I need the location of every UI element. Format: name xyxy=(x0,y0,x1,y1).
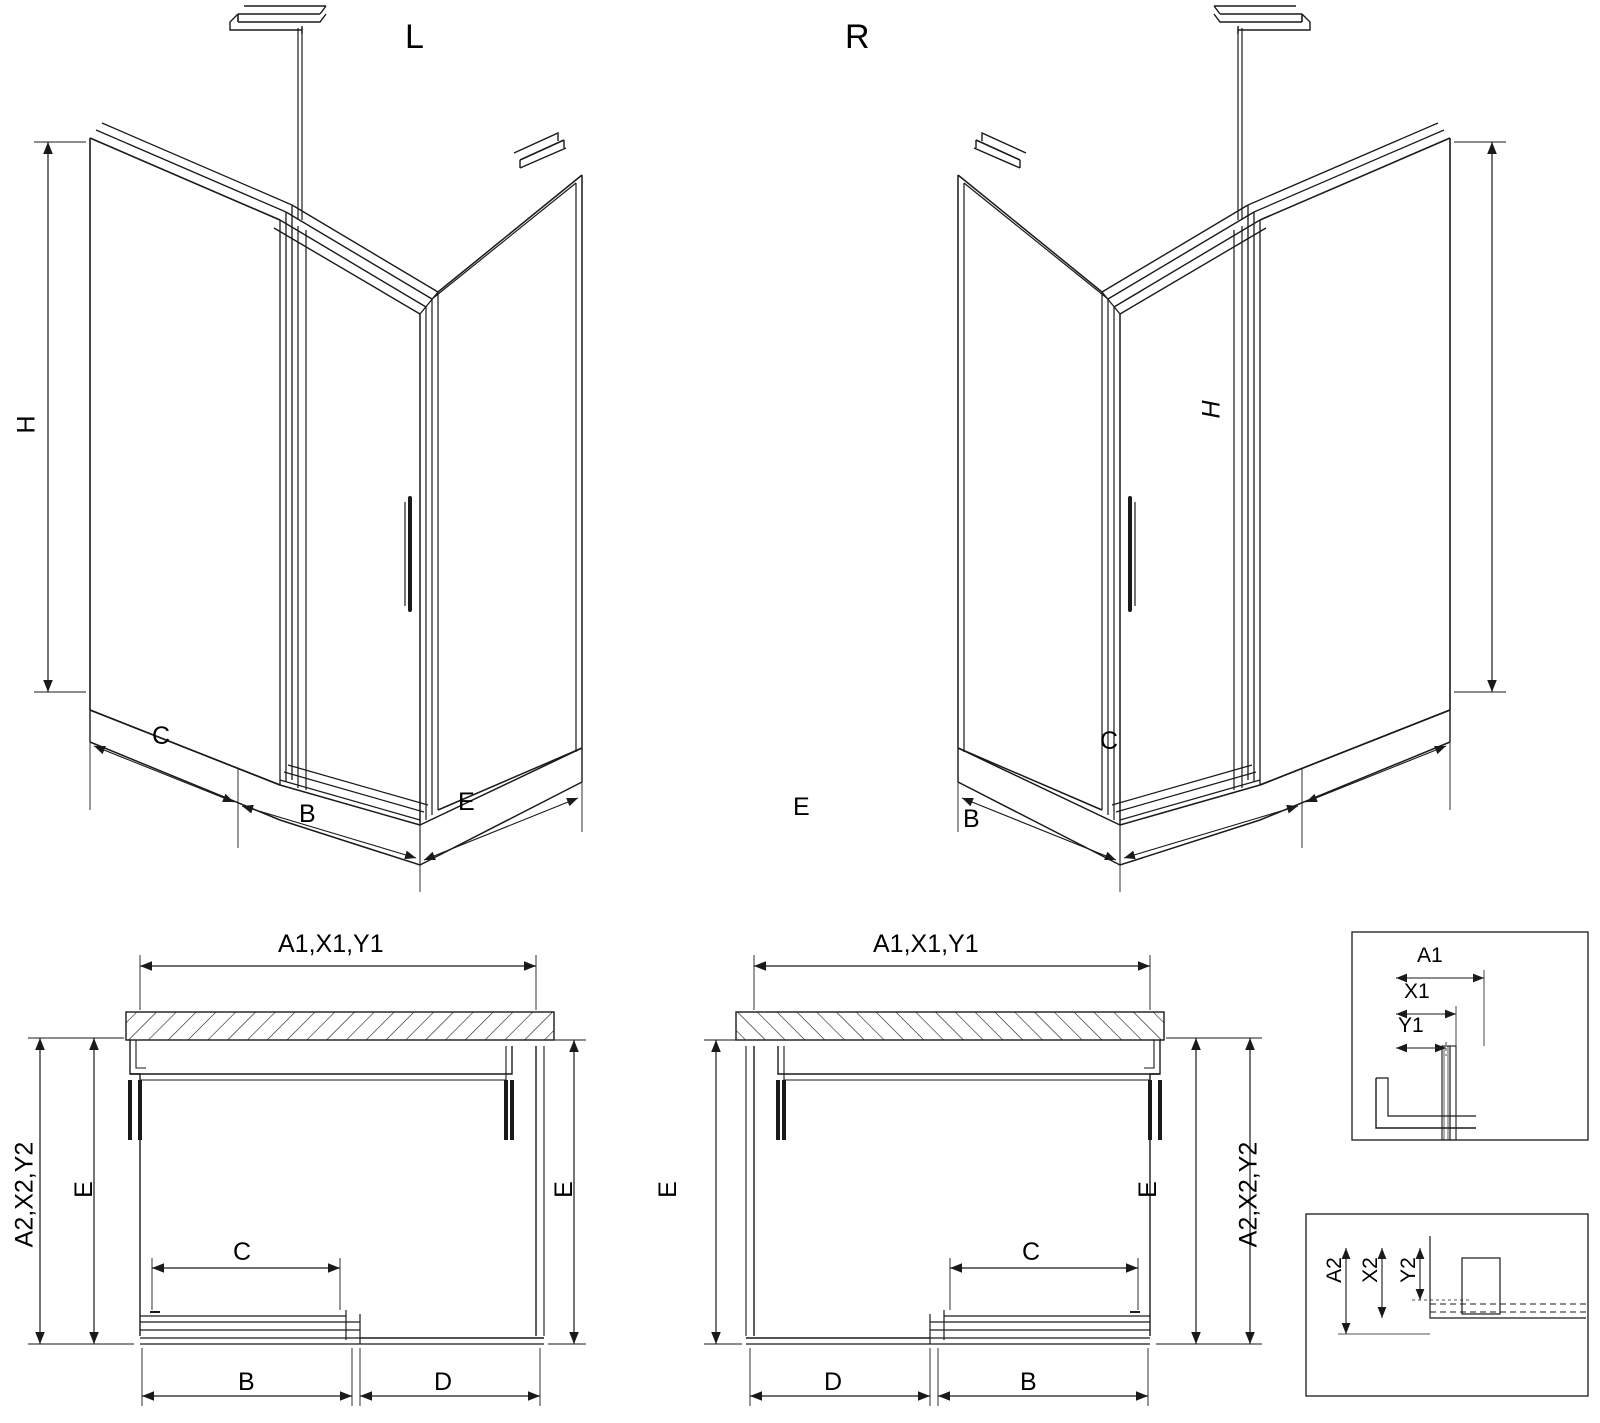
iso-left-c-label: C xyxy=(152,722,171,750)
detail-a2-label: A2 xyxy=(1322,1257,1346,1283)
plan-right-e-inner-label: E xyxy=(1133,1181,1162,1198)
detail-x1-label: X1 xyxy=(1404,980,1430,1003)
detail-view-top xyxy=(1352,932,1588,1140)
plan-right-d-label: D xyxy=(824,1368,843,1396)
plan-left-side-dim-label: A2,X2,Y2 xyxy=(10,1141,39,1248)
plan-right-e-outer-label: E xyxy=(653,1181,682,1198)
iso-right-height-label: H xyxy=(1197,400,1226,419)
plan-left-d-label: D xyxy=(434,1368,453,1396)
plan-right-c-label: C xyxy=(1022,1238,1041,1266)
iso-left-b-label: B xyxy=(299,800,316,828)
plan-right-top-dim-label: A1,X1,Y1 xyxy=(873,930,979,958)
detail-view-bottom xyxy=(1306,1214,1588,1396)
variant-label-left: L xyxy=(405,18,424,56)
plan-right-side-dim-label: A2,X2,Y2 xyxy=(1234,1141,1263,1248)
plan-right-b-label: B xyxy=(1020,1368,1037,1396)
iso-right-b-label: B xyxy=(963,805,980,833)
iso-view-right xyxy=(958,6,1506,892)
detail-y2-label: Y2 xyxy=(1396,1257,1420,1283)
plan-left-e-inner-label: E xyxy=(69,1181,98,1198)
iso-right-c-label: C xyxy=(1100,727,1119,755)
plan-left-b-label: B xyxy=(238,1368,255,1396)
plan-view-right xyxy=(704,955,1262,1406)
plan-left-c-label: C xyxy=(233,1238,252,1266)
detail-a1-label: A1 xyxy=(1417,944,1443,967)
iso-view-left xyxy=(34,6,582,892)
detail-y1-label: Y1 xyxy=(1398,1014,1424,1037)
plan-left-top-dim-label: A1,X1,Y1 xyxy=(278,930,384,958)
iso-left-e-label: E xyxy=(458,788,475,816)
plan-left-e-outer-label: E xyxy=(549,1181,578,1198)
iso-left-height-label: H xyxy=(12,415,41,434)
variant-label-right: R xyxy=(845,18,870,56)
plan-view-left xyxy=(28,955,586,1406)
iso-right-e-label: E xyxy=(793,793,810,821)
detail-x2-label: X2 xyxy=(1358,1257,1382,1283)
